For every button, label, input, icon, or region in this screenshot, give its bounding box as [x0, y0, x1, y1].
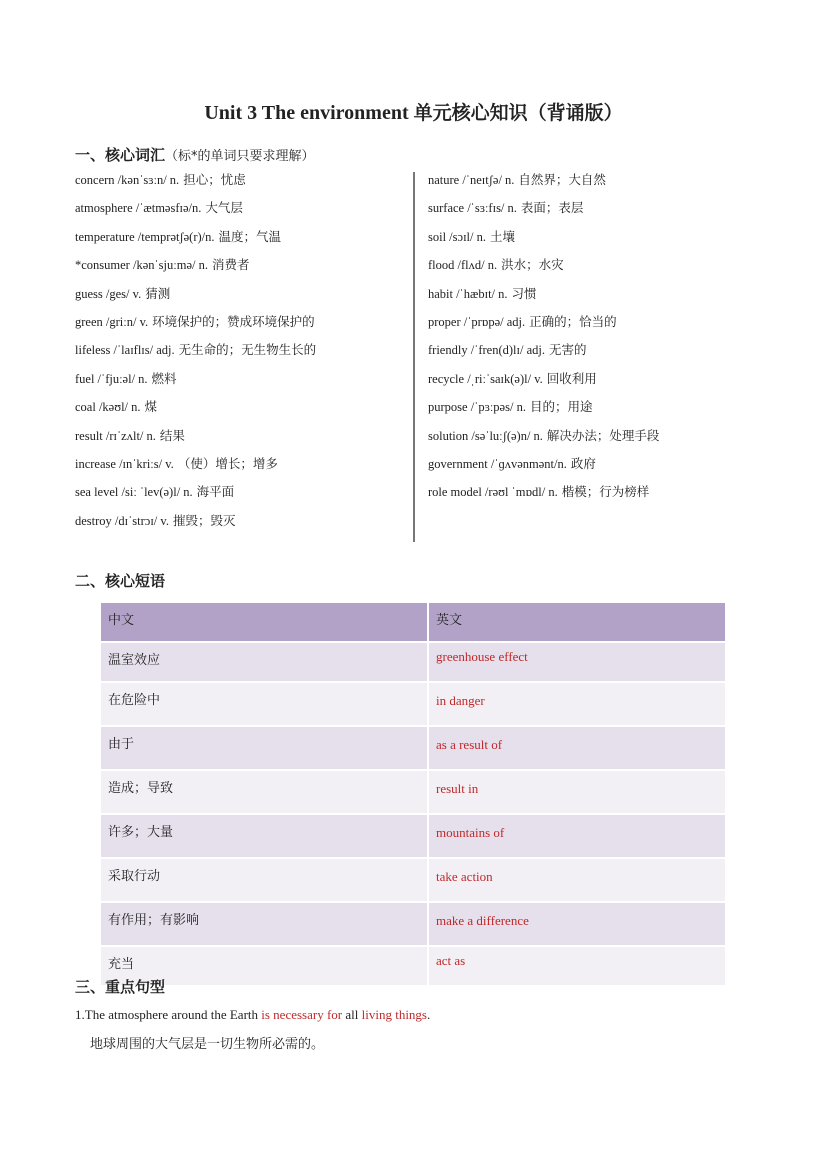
vocab-meaning: 习惯 — [511, 285, 537, 301]
vocab-item — [428, 312, 748, 340]
phrase-zh: 造成；导致 — [101, 770, 428, 814]
vocab-meaning: 温度；气温 — [218, 228, 282, 244]
vocab-word: soil /sɔɪl/ n. — [428, 229, 486, 244]
phrase-en: make a difference — [428, 902, 726, 946]
section1-heading — [75, 144, 315, 165]
sentence-highlight: living things — [361, 1007, 427, 1022]
vocab-word: coal /kəʊl/ n. — [75, 400, 141, 415]
vocab-word: lifeless /ˈlaɪflɪs/ adj. — [75, 343, 175, 358]
vocab-item — [75, 340, 405, 368]
vocab-word: sea level /siː ˈlev(ə)l/ n. — [75, 485, 193, 500]
vocab-item — [428, 198, 748, 226]
vocab-item — [75, 227, 405, 255]
vocab-word: green /griːn/ v. — [75, 314, 149, 329]
vocab-item — [75, 255, 405, 283]
vocab-word: destroy /dɪˈstrɔɪ/ v. — [75, 513, 169, 528]
vocab-word: role model /rəʊl ˈmɒdl/ n. — [428, 485, 558, 500]
vocab-meaning: 担心；忧虑 — [183, 172, 246, 187]
vocab-meaning: （使）增长；增多 — [177, 455, 278, 471]
vocab-meaning: 洪水；水灾 — [501, 257, 564, 273]
vocab-item — [428, 397, 748, 425]
phrase-zh: 充当 — [101, 946, 428, 985]
phrase-zh: 有作用；有影响 — [101, 902, 428, 946]
vocab-meaning: 正确的；恰当的 — [529, 313, 617, 329]
sentence-part: . — [427, 1007, 431, 1022]
title-cn: 单元核心知识（背诵版） — [413, 102, 623, 124]
vocab-meaning: 回收利用 — [546, 370, 597, 386]
vocab-word: solution /səˈluːʃ(ə)n/ n. — [428, 428, 543, 443]
table-row — [101, 858, 726, 902]
vocab-item — [428, 284, 748, 312]
phrase-zh: 采取行动 — [101, 858, 428, 902]
vocab-meaning: 楷模；行为榜样 — [561, 484, 650, 500]
section2-heading: 二、核心短语 — [75, 572, 166, 590]
key-sentence — [75, 1007, 430, 1023]
vocab-item — [75, 198, 405, 226]
table-row — [101, 946, 726, 985]
vocab-meaning: 无害的 — [548, 342, 587, 358]
vocab-item — [428, 454, 748, 482]
vocab-meaning: 环境保护的；赞成环境保护的 — [152, 313, 315, 329]
table-row — [101, 902, 726, 946]
vocab-list-left — [75, 170, 405, 539]
vocab-item — [75, 426, 405, 454]
vocab-item — [428, 227, 748, 255]
vocab-item — [428, 482, 748, 510]
phrases-table — [101, 603, 727, 985]
section3-heading: 三、重点句型 — [75, 978, 166, 996]
vocab-word: recycle /ˌriːˈsaɪk(ə)l/ v. — [428, 371, 543, 386]
sentence-part: all — [342, 1007, 362, 1022]
vocab-meaning: 表面；表层 — [520, 200, 584, 216]
vocab-item — [428, 426, 748, 454]
vocab-meaning: 土壤 — [490, 228, 516, 244]
vocab-item — [75, 170, 405, 198]
phrase-en: in danger — [428, 682, 726, 726]
vocab-word: nature /ˈneɪtʃə/ n. — [428, 173, 515, 187]
phrase-zh: 温室效应 — [101, 642, 428, 682]
vocab-word: government /ˈɡʌvənmənt/n. — [428, 456, 567, 471]
table-row — [101, 814, 726, 858]
vocab-word: atmosphere /ˈætməsfɪə/n. — [75, 201, 202, 216]
column-header-zh: 中文 — [101, 603, 428, 642]
vocab-meaning: 无生命的；无生物生长的 — [178, 342, 317, 358]
section1-note: （标*的单词只要求理解） — [165, 149, 315, 164]
vocab-list-right — [428, 170, 748, 511]
vocab-word: flood /flʌd/ n. — [428, 258, 498, 273]
vocab-word: habit /ˈhæbɪt/ n. — [428, 286, 508, 301]
table-row — [101, 726, 726, 770]
page-title — [0, 98, 827, 125]
phrase-en: result in — [428, 770, 726, 814]
column-header-en: 英文 — [428, 603, 726, 642]
phrase-en: as a result of — [428, 726, 726, 770]
vocab-meaning: 燃料 — [151, 370, 177, 386]
vocab-meaning: 猜测 — [145, 285, 171, 301]
vocab-item — [75, 284, 405, 312]
vocab-item — [428, 340, 748, 368]
vocab-item — [428, 255, 748, 283]
vocab-item — [428, 170, 748, 198]
phrase-zh: 在危险中 — [101, 682, 428, 726]
title-en: Unit 3 The environment — [204, 102, 414, 124]
table-header-row — [101, 603, 726, 642]
table-row — [101, 642, 726, 682]
vocab-word: proper /ˈprɒpə/ adj. — [428, 314, 526, 329]
vocab-meaning: 自然界；大自然 — [518, 172, 606, 187]
section1-heading-text: 一、核心词汇 — [75, 146, 166, 164]
sentence-highlight: is necessary for — [261, 1007, 343, 1022]
vocab-word: friendly /ˈfren(d)lɪ/ adj. — [428, 343, 545, 358]
vocab-item — [75, 482, 405, 510]
vocab-word: *consumer /kənˈsjuːmə/ n. — [75, 258, 208, 273]
phrase-en: take action — [428, 858, 726, 902]
vocab-meaning: 结果 — [159, 427, 185, 443]
vocab-meaning: 煤 — [144, 399, 158, 415]
vocab-item — [75, 312, 405, 340]
vocab-item — [75, 397, 405, 425]
vocab-meaning: 目的；用途 — [529, 399, 593, 415]
vocab-word: surface /ˈsɜːfɪs/ n. — [428, 201, 517, 216]
vocab-item — [428, 369, 748, 397]
vocab-item — [75, 369, 405, 397]
sentence-part: 1.The atmosphere around the Earth — [75, 1007, 262, 1022]
vocab-item — [75, 454, 405, 482]
vocab-meaning: 政府 — [570, 455, 596, 471]
key-sentence-translation: 地球周围的大气层是一切生物所必需的。 — [90, 1037, 325, 1052]
vocab-meaning: 大气层 — [205, 200, 243, 216]
vocab-item — [75, 511, 405, 539]
vocab-meaning: 摧毁；毁灭 — [172, 512, 236, 528]
phrase-zh: 许多；大量 — [101, 814, 428, 858]
vocab-meaning: 解决办法；处理手段 — [546, 427, 660, 443]
vocab-word: fuel /ˈfjuːəl/ n. — [75, 371, 148, 386]
phrase-en: greenhouse effect — [428, 642, 726, 682]
vocab-meaning: 海平面 — [196, 484, 235, 500]
vocab-word: purpose /ˈpɜːpəs/ n. — [428, 400, 526, 415]
table-row — [101, 770, 726, 814]
vocab-word: guess /ges/ v. — [75, 286, 142, 301]
phrase-en: act as — [428, 946, 726, 985]
phrase-en: mountains of — [428, 814, 726, 858]
vocab-word: temperature /temprətʃə(r)/n. — [75, 229, 215, 244]
vocab-word: concern /kənˈsɜːn/ n. — [75, 173, 180, 187]
column-divider — [413, 172, 415, 542]
phrase-zh: 由于 — [101, 726, 428, 770]
table-row — [101, 682, 726, 726]
vocab-word: result /rɪˈzʌlt/ n. — [75, 428, 156, 443]
vocab-word: increase /ɪnˈkriːs/ v. — [75, 456, 174, 471]
vocab-meaning: 消费者 — [211, 257, 250, 273]
